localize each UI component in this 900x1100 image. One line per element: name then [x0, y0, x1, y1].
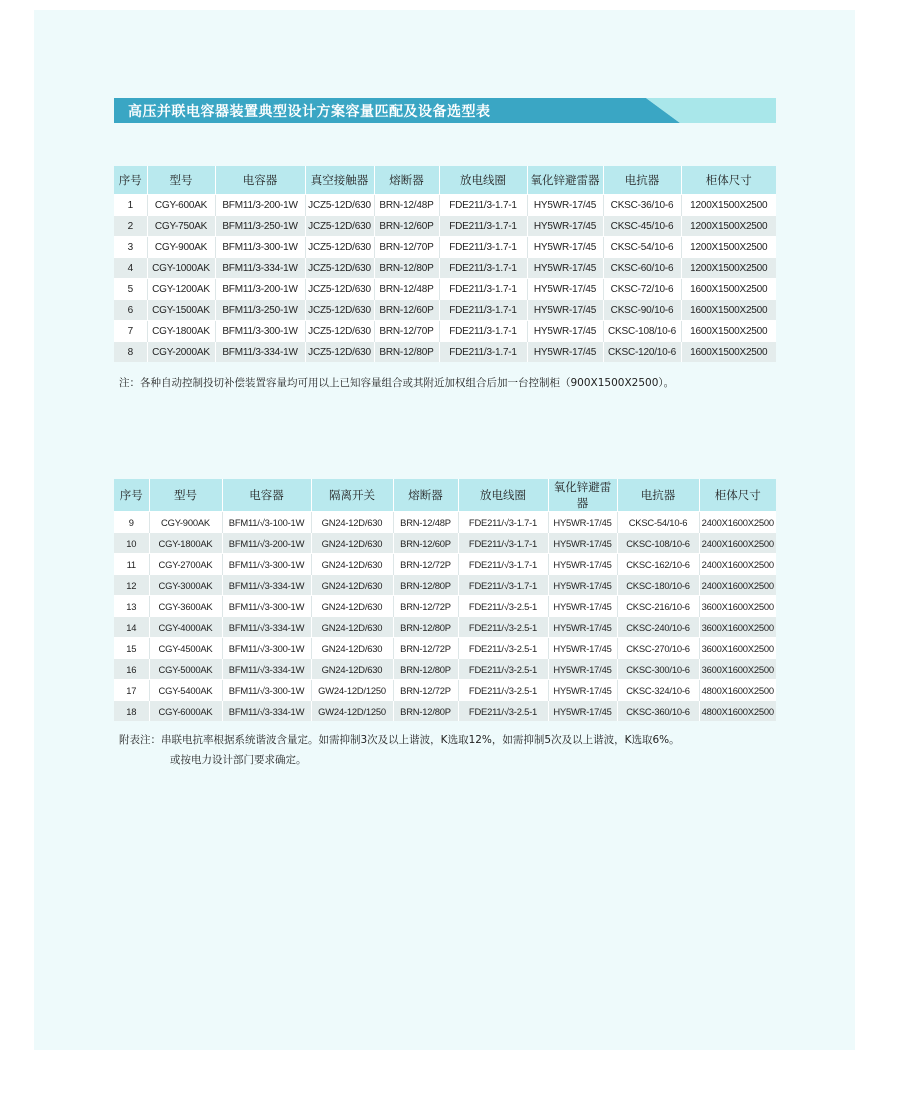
table-cell: GW24-12D/1250 — [311, 680, 393, 701]
table-cell: 18 — [114, 701, 149, 722]
table-cell: JCZ5-12D/630 — [305, 237, 374, 258]
table-cell: CKSC-300/10-6 — [617, 659, 699, 680]
table-cell: CKSC-120/10-6 — [603, 342, 681, 363]
table-cell: FDE211/√3-2.5-1 — [458, 680, 548, 701]
table-cell: 10 — [114, 533, 149, 554]
table-row — [114, 279, 776, 300]
column-header: 氧化锌避雷器 — [527, 166, 603, 195]
table-cell: BFM11/√3-300-1W — [222, 596, 311, 617]
column-header: 熔断器 — [393, 479, 458, 512]
table-cell: BFM11/√3-100-1W — [222, 512, 311, 533]
table-cell: 9 — [114, 512, 149, 533]
table-1-note: 注：各种自动控制投切补偿装置容量均可用以上已知容量组合或其附近加权组合后加一台控制柜（900X1500X2500）。 — [119, 377, 675, 389]
column-header: 序号 — [114, 166, 147, 195]
table-cell: HY5WR-17/45 — [527, 279, 603, 300]
table-cell: BFM11/3-300-1W — [215, 237, 305, 258]
column-header: 熔断器 — [374, 166, 439, 195]
table-cell: CGY-3600AK — [149, 596, 222, 617]
table-cell: FDE211/√3-1.7-1 — [458, 512, 548, 533]
table-cell: 17 — [114, 680, 149, 701]
table-cell: 6 — [114, 300, 147, 321]
table-cell: BRN-12/80P — [393, 617, 458, 638]
table-header-row — [114, 479, 776, 512]
table-cell: BRN-12/80P — [393, 659, 458, 680]
table-cell: 1 — [114, 195, 147, 216]
table-cell: 4800X1600X2500 — [699, 680, 776, 701]
table-cell: 1200X1500X2500 — [681, 195, 776, 216]
table-cell: BFM11/√3-334-1W — [222, 575, 311, 596]
table-cell: BFM11/√3-200-1W — [222, 533, 311, 554]
table-cell: 2 — [114, 216, 147, 237]
table-cell: BFM11/3-334-1W — [215, 258, 305, 279]
table-cell: FDE211/3-1.7-1 — [439, 321, 527, 342]
column-header: 型号 — [147, 166, 215, 195]
table-cell: GN24-12D/630 — [311, 659, 393, 680]
table-cell: CKSC-324/10-6 — [617, 680, 699, 701]
table-cell: 3 — [114, 237, 147, 258]
table-cell: CGY-2000AK — [147, 342, 215, 363]
table-cell: BRN-12/60P — [374, 216, 439, 237]
table-cell: BRN-12/80P — [393, 575, 458, 596]
table-cell: CGY-900AK — [147, 237, 215, 258]
table-cell: CGY-4000AK — [149, 617, 222, 638]
table-cell: BRN-12/72P — [393, 554, 458, 575]
table-2-note-line-2: 或按电力设计部门要求确定。 — [170, 754, 307, 766]
table-row — [114, 554, 776, 575]
table-cell: CGY-6000AK — [149, 701, 222, 722]
table-cell: CGY-5400AK — [149, 680, 222, 701]
table-cell: FDE211/3-1.7-1 — [439, 300, 527, 321]
column-header: 电容器 — [215, 166, 305, 195]
table-cell: BRN-12/72P — [393, 638, 458, 659]
table-cell: 5 — [114, 279, 147, 300]
table-row — [114, 300, 776, 321]
table-row — [114, 617, 776, 638]
table-cell: BFM11/√3-300-1W — [222, 680, 311, 701]
table-cell: FDE211/√3-2.5-1 — [458, 638, 548, 659]
table-cell: 3600X1600X2500 — [699, 638, 776, 659]
table-cell: GN24-12D/630 — [311, 617, 393, 638]
title-banner — [114, 98, 776, 123]
table-cell: BFM11/3-200-1W — [215, 279, 305, 300]
table-row — [114, 701, 776, 722]
table-cell: JCZ5-12D/630 — [305, 342, 374, 363]
table-cell: CKSC-162/10-6 — [617, 554, 699, 575]
table-cell: GN24-12D/630 — [311, 575, 393, 596]
table-cell: CKSC-90/10-6 — [603, 300, 681, 321]
table-cell: FDE211/3-1.7-1 — [439, 279, 527, 300]
column-header: 序号 — [114, 479, 149, 512]
table-cell: FDE211/√3-2.5-1 — [458, 701, 548, 722]
table-cell: CGY-3000AK — [149, 575, 222, 596]
table-cell: HY5WR-17/45 — [527, 258, 603, 279]
table-cell: HY5WR-17/45 — [548, 638, 617, 659]
table-cell: CGY-1800AK — [147, 321, 215, 342]
table-cell: GN24-12D/630 — [311, 533, 393, 554]
table-cell: 2400X1600X2500 — [699, 533, 776, 554]
table-row — [114, 512, 776, 533]
table-row — [114, 258, 776, 279]
table-cell: BRN-12/72P — [393, 596, 458, 617]
table-cell: HY5WR-17/45 — [527, 237, 603, 258]
column-header: 电抗器 — [603, 166, 681, 195]
table-cell: BFM11/3-250-1W — [215, 216, 305, 237]
table-cell: BRN-12/80P — [374, 342, 439, 363]
table-cell: GN24-12D/630 — [311, 512, 393, 533]
equipment-table-2 — [114, 479, 776, 721]
table-cell: FDE211/3-1.7-1 — [439, 258, 527, 279]
table-cell: FDE211/√3-1.7-1 — [458, 554, 548, 575]
table-cell: BFM11/3-300-1W — [215, 321, 305, 342]
table-cell: BFM11/3-200-1W — [215, 195, 305, 216]
table-body — [114, 195, 776, 363]
table-cell: CKSC-36/10-6 — [603, 195, 681, 216]
table-cell: BRN-12/72P — [393, 680, 458, 701]
table-row — [114, 596, 776, 617]
table-cell: HY5WR-17/45 — [548, 680, 617, 701]
table-cell: 13 — [114, 596, 149, 617]
table-cell: CGY-4500AK — [149, 638, 222, 659]
table-row — [114, 638, 776, 659]
table-cell: BFM11/√3-334-1W — [222, 659, 311, 680]
table-cell: BFM11/√3-300-1W — [222, 554, 311, 575]
table-cell: BFM11/3-334-1W — [215, 342, 305, 363]
table-cell: CKSC-240/10-6 — [617, 617, 699, 638]
table-cell: 2400X1600X2500 — [699, 554, 776, 575]
table-cell: CGY-1500AK — [147, 300, 215, 321]
table-body — [114, 512, 776, 722]
table-cell: 15 — [114, 638, 149, 659]
table-cell: HY5WR-17/45 — [548, 596, 617, 617]
column-header: 柜体尺寸 — [699, 479, 776, 512]
table-row — [114, 659, 776, 680]
table-cell: BRN-12/48P — [393, 512, 458, 533]
table-header-row — [114, 166, 776, 195]
column-header: 电容器 — [222, 479, 311, 512]
table-cell: CKSC-270/10-6 — [617, 638, 699, 659]
table-cell: HY5WR-17/45 — [527, 321, 603, 342]
table-2-note-line-1: 附表注：串联电抗率根据系统谐波含量定。如需抑制3次及以上谐波，K选取12%，如需抑制5次及以上谐波，K选取6%。 — [119, 734, 680, 746]
table-cell: CKSC-180/10-6 — [617, 575, 699, 596]
table-cell: HY5WR-17/45 — [527, 342, 603, 363]
table-cell: HY5WR-17/45 — [548, 533, 617, 554]
table-cell: 11 — [114, 554, 149, 575]
column-header: 放电线圈 — [439, 166, 527, 195]
table-cell: 1200X1500X2500 — [681, 258, 776, 279]
table-cell: 2400X1600X2500 — [699, 575, 776, 596]
table-cell: CKSC-108/10-6 — [617, 533, 699, 554]
table-cell: GN24-12D/630 — [311, 554, 393, 575]
table-row — [114, 575, 776, 596]
table-cell: 1600X1500X2500 — [681, 300, 776, 321]
table-cell: FDE211/3-1.7-1 — [439, 195, 527, 216]
table-cell: CGY-1000AK — [147, 258, 215, 279]
table-cell: HY5WR-17/45 — [548, 701, 617, 722]
column-header: 隔离开关 — [311, 479, 393, 512]
table-cell: JCZ5-12D/630 — [305, 258, 374, 279]
column-header: 放电线圈 — [458, 479, 548, 512]
table-cell: HY5WR-17/45 — [548, 659, 617, 680]
table-row — [114, 680, 776, 701]
table-cell: 1600X1500X2500 — [681, 342, 776, 363]
table-cell: HY5WR-17/45 — [548, 554, 617, 575]
table-cell: CKSC-54/10-6 — [617, 512, 699, 533]
table-cell: CGY-600AK — [147, 195, 215, 216]
table-cell: CKSC-54/10-6 — [603, 237, 681, 258]
table-cell: JCZ5-12D/630 — [305, 321, 374, 342]
table-cell: 1600X1500X2500 — [681, 321, 776, 342]
table-cell: BRN-12/70P — [374, 321, 439, 342]
table-cell: JCZ5-12D/630 — [305, 216, 374, 237]
table-cell: CGY-900AK — [149, 512, 222, 533]
table-cell: 1200X1500X2500 — [681, 237, 776, 258]
table-cell: FDE211/3-1.7-1 — [439, 342, 527, 363]
table-cell: GW24-12D/1250 — [311, 701, 393, 722]
table-cell: JCZ5-12D/630 — [305, 195, 374, 216]
table-cell: CGY-750AK — [147, 216, 215, 237]
column-header: 电抗器 — [617, 479, 699, 512]
table-cell: 8 — [114, 342, 147, 363]
table-cell: GN24-12D/630 — [311, 638, 393, 659]
table-cell: FDE211/√3-1.7-1 — [458, 575, 548, 596]
table-cell: JCZ5-12D/630 — [305, 300, 374, 321]
table-cell: HY5WR-17/45 — [527, 195, 603, 216]
table-cell: 16 — [114, 659, 149, 680]
table-cell: BRN-12/80P — [374, 258, 439, 279]
table-cell: 3600X1600X2500 — [699, 617, 776, 638]
table-row — [114, 195, 776, 216]
table-cell: CGY-1200AK — [147, 279, 215, 300]
column-header: 真空接触器 — [305, 166, 374, 195]
column-header: 型号 — [149, 479, 222, 512]
table-cell: BRN-12/48P — [374, 279, 439, 300]
table-cell: 3600X1600X2500 — [699, 659, 776, 680]
table-cell: 3600X1600X2500 — [699, 596, 776, 617]
table-cell: BFM11/√3-334-1W — [222, 701, 311, 722]
table-cell: GN24-12D/630 — [311, 596, 393, 617]
table-cell: FDE211/3-1.7-1 — [439, 216, 527, 237]
table-cell: CKSC-60/10-6 — [603, 258, 681, 279]
table-cell: 14 — [114, 617, 149, 638]
table-cell: FDE211/√3-2.5-1 — [458, 596, 548, 617]
column-header: 氧化锌避雷器 — [548, 479, 617, 512]
table-cell: CKSC-360/10-6 — [617, 701, 699, 722]
table-row — [114, 533, 776, 554]
table-cell: 4800X1600X2500 — [699, 701, 776, 722]
table-cell: 4 — [114, 258, 147, 279]
table-cell: BRN-12/80P — [393, 701, 458, 722]
table-cell: CGY-1800AK — [149, 533, 222, 554]
table-cell: JCZ5-12D/630 — [305, 279, 374, 300]
table-cell: 1600X1500X2500 — [681, 279, 776, 300]
table-cell: BFM11/√3-300-1W — [222, 638, 311, 659]
table-cell: FDE211/√3-1.7-1 — [458, 533, 548, 554]
table-cell: BRN-12/60P — [374, 300, 439, 321]
table-cell: BFM11/√3-334-1W — [222, 617, 311, 638]
table-row — [114, 237, 776, 258]
table-cell: FDE211/√3-2.5-1 — [458, 617, 548, 638]
table-row — [114, 342, 776, 363]
table-cell: 7 — [114, 321, 147, 342]
table-cell: CKSC-45/10-6 — [603, 216, 681, 237]
table-row — [114, 216, 776, 237]
table-cell: CKSC-216/10-6 — [617, 596, 699, 617]
table-cell: CGY-5000AK — [149, 659, 222, 680]
table-cell: 2400X1600X2500 — [699, 512, 776, 533]
table-cell: 1200X1500X2500 — [681, 216, 776, 237]
table-cell: HY5WR-17/45 — [548, 575, 617, 596]
table-cell: FDE211/3-1.7-1 — [439, 237, 527, 258]
table-cell: HY5WR-17/45 — [548, 512, 617, 533]
table-cell: 12 — [114, 575, 149, 596]
table-cell: BFM11/3-250-1W — [215, 300, 305, 321]
table-cell: CKSC-72/10-6 — [603, 279, 681, 300]
table-cell: BRN-12/70P — [374, 237, 439, 258]
table-cell: HY5WR-17/45 — [527, 300, 603, 321]
page-title: 高压并联电容器装置典型设计方案容量匹配及设备选型表 — [128, 104, 491, 120]
table-cell: HY5WR-17/45 — [548, 617, 617, 638]
table-cell: HY5WR-17/45 — [527, 216, 603, 237]
column-header: 柜体尺寸 — [681, 166, 776, 195]
table-cell: FDE211/√3-2.5-1 — [458, 659, 548, 680]
table-cell: CKSC-108/10-6 — [603, 321, 681, 342]
equipment-table-1 — [114, 166, 776, 362]
table-cell: CGY-2700AK — [149, 554, 222, 575]
table-cell: BRN-12/60P — [393, 533, 458, 554]
table-row — [114, 321, 776, 342]
table-cell: BRN-12/48P — [374, 195, 439, 216]
